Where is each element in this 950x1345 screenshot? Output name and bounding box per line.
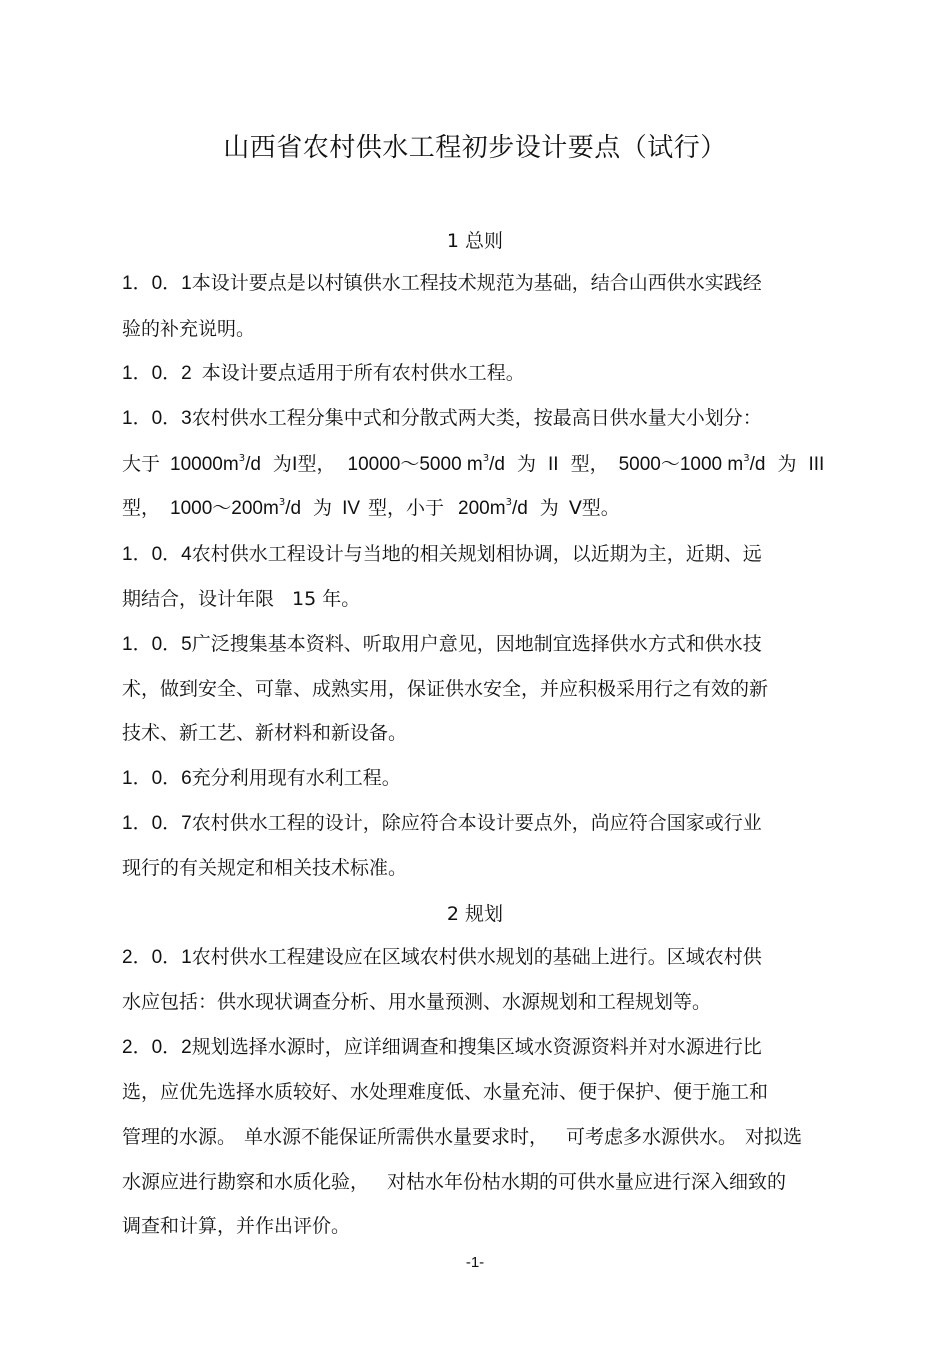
classification-unit: /d — [749, 454, 766, 475]
clause-1-0-5-continued: 技术、新工艺、新材料和新设备。 — [122, 722, 408, 744]
cube-superscript: 3 — [278, 497, 286, 508]
clause-1-0-5-continued: 术，做到安全、可靠、成熟实用，保证供水安全，并应积极采用行之有效的新 — [122, 678, 769, 700]
clause-1-0-1 — [122, 270, 762, 297]
clause-1-0-4-continued — [122, 586, 360, 612]
clause-2-0-2-continued: 选，应优先选择水质较好、水处理难度低、水量充沛、便于保护、便于施工和 — [122, 1081, 769, 1103]
clause-2-0-2-continued: 调查和计算，并作出评价。 — [122, 1215, 351, 1237]
clause-text: 管理的水源。 — [122, 1126, 237, 1148]
classification-text: 为 — [313, 497, 333, 519]
clause-text: 对拟选 — [745, 1126, 803, 1148]
classification-text: 为 — [516, 453, 536, 475]
clause-number: 1．0．2 — [122, 363, 192, 384]
clause-text: 农村供水工程设计与当地的相关规划相协调，以近期为主，近期、远 — [191, 543, 762, 565]
cube-superscript: 3 — [505, 497, 512, 508]
cube-superscript: 3 — [238, 453, 246, 464]
clause-text: 15 年。 — [292, 588, 361, 610]
classification-text: 为 — [777, 453, 797, 475]
classification-text: 为Ⅰ型， — [272, 453, 336, 475]
classification-value: 5000～1000 m — [618, 454, 744, 475]
clause-number: 1．0．1 — [122, 273, 192, 294]
clause-1-0-5 — [122, 631, 762, 658]
classification-text: 型，小于 — [368, 497, 445, 519]
classification-type: IV — [342, 498, 361, 519]
clause-number: 2．0．2 — [122, 1037, 192, 1058]
page-number: -1- — [465, 1254, 485, 1271]
classification-text: V型。 — [568, 497, 620, 519]
clause-1-0-6 — [122, 765, 401, 792]
clause-text: 单水源不能保证所需供水量要求时， — [244, 1126, 549, 1148]
classification-type: III — [808, 454, 825, 475]
clause-number: 1．0．5 — [122, 634, 192, 655]
classification-type: II — [548, 454, 559, 475]
clause-1-0-7-continued: 现行的有关规定和相关技术标准。 — [122, 857, 408, 879]
clause-text: 本设计要点是以村镇供水工程技术规范为基础，结合山西供水实践经 — [191, 272, 762, 294]
section-heading-planning: 2 规划 — [446, 903, 504, 925]
classification-value: 10000m — [170, 454, 239, 475]
clause-text: 农村供水工程的设计，除应符合本设计要点外，尚应符合国家或行业 — [191, 812, 762, 834]
clause-number: 1．0．7 — [122, 813, 192, 834]
clause-text: 对枯水年份枯水期的可供水量应进行深入细致的 — [387, 1171, 787, 1193]
classification-text: 为 — [539, 497, 559, 519]
classification-text: 型， — [122, 497, 161, 519]
document-title: 山西省农村供水工程初步设计要点（试行） — [223, 133, 727, 163]
clause-text: 农村供水工程建设应在区域农村供水规划的基础上进行。区域农村供 — [191, 946, 762, 968]
classification-line-1 — [122, 451, 824, 478]
section-heading-general: 1 总则 — [446, 230, 504, 252]
classification-unit: /d — [489, 454, 505, 475]
clause-2-0-1-continued: 水应包括：供水现状调查分析、用水量预测、水源规划和工程规划等。 — [122, 991, 712, 1013]
classification-value: 1000～200m — [170, 498, 279, 519]
cube-superscript: 3 — [743, 453, 750, 464]
clause-1-0-3 — [122, 405, 762, 432]
clause-1-0-1-continued: 验的补充说明。 — [122, 318, 256, 340]
clause-number: 1．0．6 — [122, 768, 192, 789]
clause-text: 可考虑多水源供水。 — [566, 1126, 738, 1148]
clause-text: 水源应进行勘察和水质化验， — [122, 1171, 370, 1193]
clause-text: 本设计要点适用于所有农村供水工程。 — [201, 362, 525, 384]
clause-text: 充分利用现有水利工程。 — [191, 767, 401, 789]
clause-number: 2．0．1 — [122, 947, 192, 968]
clause-2-0-2 — [122, 1034, 762, 1061]
clause-1-0-2 — [122, 360, 525, 387]
cube-superscript: 3 — [482, 453, 490, 464]
classification-value: 200m — [458, 498, 506, 519]
classification-value: 10000～5000 m — [347, 454, 483, 475]
classification-line-2 — [122, 495, 620, 522]
clause-number: 1．0．3 — [122, 408, 192, 429]
clause-2-0-1 — [122, 944, 762, 971]
clause-text: 规划选择水源时，应详细调查和搜集区域水资源资料并对水源进行比 — [191, 1036, 762, 1058]
classification-unit: /d — [245, 454, 261, 475]
clause-number: 1．0．4 — [122, 544, 192, 565]
clause-1-0-4 — [122, 541, 762, 568]
classification-text: 型， — [570, 453, 609, 475]
classification-unit: /d — [285, 498, 302, 519]
clause-text: 农村供水工程分集中式和分散式两大类，按最高日供水量大小划分： — [191, 407, 762, 429]
clause-text: 广泛搜集基本资料、听取用户意见，因地制宜选择供水方式和供水技 — [191, 633, 762, 655]
clause-text: 期结合，设计年限 — [122, 588, 275, 610]
clause-1-0-7 — [122, 810, 762, 837]
clause-2-0-2-continued — [122, 1124, 802, 1150]
classification-text: 大于 — [122, 453, 161, 475]
clause-2-0-2-continued — [122, 1169, 786, 1195]
classification-unit: /d — [511, 498, 528, 519]
